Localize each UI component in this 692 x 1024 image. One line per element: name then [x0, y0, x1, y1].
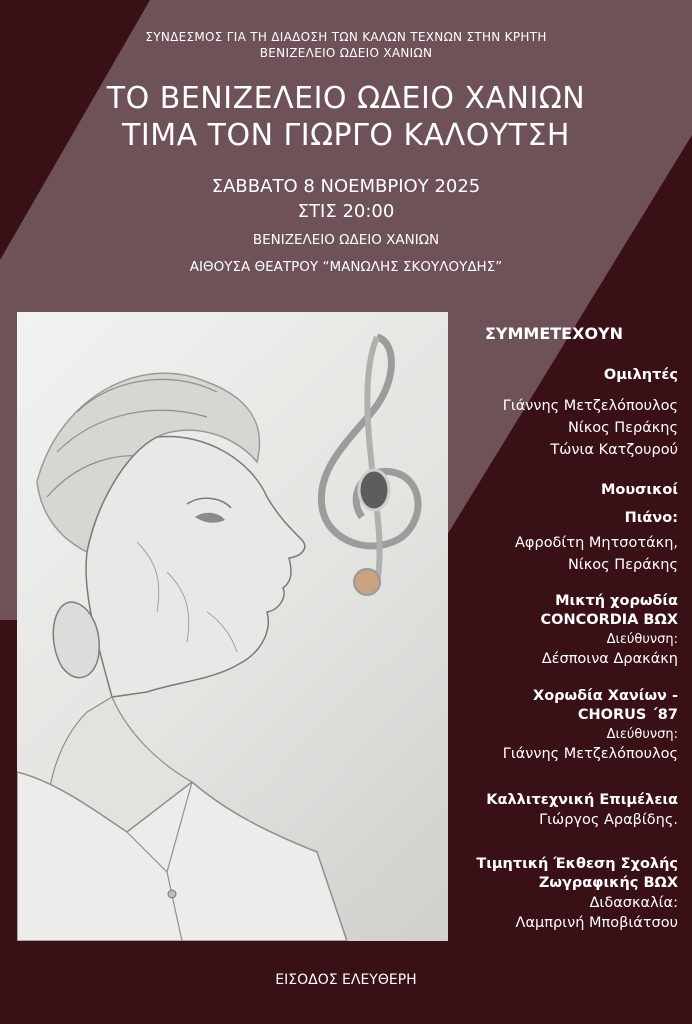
treble-clef-icon [321, 337, 418, 595]
speaker-3: Τώνια Κατζουρού [550, 442, 678, 458]
choir1-line1: Μικτή χορωδία [555, 593, 678, 609]
speaker-2: Νίκος Περάκης [567, 420, 678, 436]
choir2-line2: CHORUS ΄87 [577, 707, 678, 723]
choir2-director: Γιάννης Μετζελόπουλος [502, 746, 678, 762]
teacher-name: Λαμπρινή Μποβιάτσου [515, 915, 678, 931]
choir2-line1: Χορωδία Χανίων - [533, 688, 678, 704]
event-date: ΣΑΒΒΑΤΟ 8 ΝΟΕΜΒΡΙΟΥ 2025 [211, 176, 481, 197]
speakers-label: Ομιλητές [603, 367, 678, 383]
event-venue: ΒΕΝΙΖΕΛΕΙΟ ΩΔΕΙΟ ΧΑΝΙΩΝ [252, 232, 440, 248]
teaching-label: Διδασκαλία: [589, 895, 678, 911]
pianist-2: Νίκος Περάκης [567, 557, 678, 573]
speaker-1: Γιάννης Μετζελόπουλος [502, 398, 678, 414]
choir2-direction-label: Διεύθυνση: [606, 727, 678, 742]
exhibition-line2: Ζωγραφικής ΒΩΧ [538, 875, 678, 891]
organization-name: ΣΥΝΔΕΣΜΟΣ ΓΙΑ ΤΗ ΔΙΑΔΟΣΗ ΤΩΝ ΚΑΛΩΝ ΤΕΧΝΩΝ ΣΤΗΝ ΚΡΗΤΗ [145, 30, 547, 44]
exhibition-line1: Τιμητική Έκθεση Σχολής [476, 856, 678, 872]
piano-label: Πιάνο: [624, 510, 678, 526]
artistic-direction-label: Καλλιτεχνική Επιμέλεια [486, 792, 678, 808]
choir1-line2: CONCORDIA ΒΩΧ [540, 612, 678, 628]
portrait-sketch-image [17, 312, 448, 941]
participants-heading: ΣΥΜΜΕΤΕΧΟΥΝ [484, 324, 624, 343]
pianist-1: Αφροδίτη Μητσοτάκη, [515, 535, 678, 551]
free-entry-notice: ΕΙΣΟΔΟΣ ΕΛΕΥΘΕΡΗ [275, 972, 417, 988]
choir1-direction-label: Διεύθυνση: [606, 632, 678, 647]
event-time: ΣΤΙΣ 20:00 [297, 201, 395, 222]
artistic-director: Γιώργος Αραβίδης. [539, 812, 678, 828]
title-line-1: ΤΟ ΒΕΝΙΖΕΛΕΙΟ ΩΔΕΙΟ ΧΑΝΙΩΝ [106, 81, 586, 116]
musicians-label: Μουσικοί [600, 482, 678, 498]
sub-organization-name: ΒΕΝΙΖΕΛΕΙΟ ΩΔΕΙΟ ΧΑΝΙΩΝ [259, 46, 433, 60]
title-line-2: ΤΙΜΑ ΤΟΝ ΓΙΩΡΓΟ ΚΑΛΟΥΤΣΗ [122, 118, 570, 153]
portrait-drawing [17, 312, 448, 941]
event-hall: ΑΙΘΟΥΣΑ ΘΕΑΤΡΟΥ “ΜΑΝΩΛΗΣ ΣΚΟΥΛΟΥΔΗΣ” [189, 259, 503, 275]
choir1-director: Δέσποινα Δρακάκη [541, 651, 678, 667]
